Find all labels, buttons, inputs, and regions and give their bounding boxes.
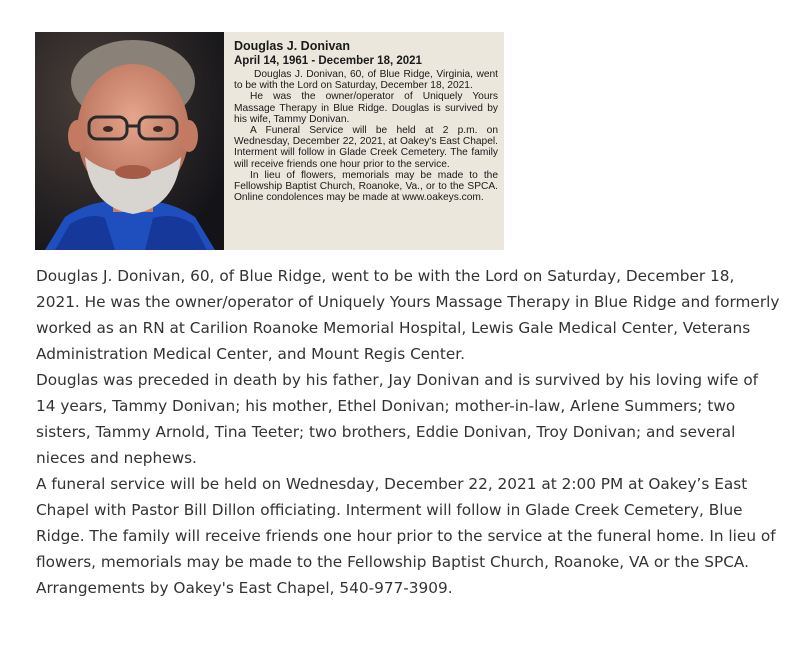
clipping-paragraph: A Funeral Service will be held at 2 p.m. on Wednesday, December 22, 2021, at Oakey's East Chapel. Interment will follow in Glade Creek Cemetery. The family will receive friends one hour prior to the service.: [234, 125, 498, 170]
clipping-paragraph: He was the owner/operator of Uniquely Yours Massage Therapy in Blue Ridge. Douglas is survived by his wife, Tammy Donivan.: [234, 91, 498, 125]
obituary-paragraph: A funeral service will be held on Wednesday, December 22, 2021 at 2:00 PM at Oakey’s East Chapel with Pastor Bill Dillon officiating. Interment will follow in Glade Creek Cemetery, Blue Ridge. The family will receive friends one hour prior to the service at the funeral home. In lieu of flowers, memorials may be made to the Fellowship Baptist Church, Roanoke, VA or the SPCA.: [36, 475, 776, 571]
obituary-text: [36, 263, 781, 601]
clipping-name: Douglas J. Donivan: [234, 39, 350, 53]
portrait-photo: [35, 32, 224, 250]
clipping-paragraph: Douglas J. Donivan, 60, of Blue Ridge, Virginia, went to be with the Lord on Saturday, December 18, 2021.: [234, 69, 498, 92]
portrait-illustration: [35, 32, 224, 250]
clipping-paragraph: In lieu of flowers, memorials may be made to the Fellowship Baptist Church, Roanoke, Va., or to the SPCA. Online condolences may be made at www.oakeys.com.: [234, 169, 498, 204]
obituary-paragraph: Douglas was preceded in death by his father, Jay Donivan and is survived by his loving wife of 14 years, Tammy Donivan; his mother, Ethel Donivan; mother-in-law, Arlene Summers; two sisters, Tammy Arnold, Tina Teeter; two brothers, Eddie Donivan, Troy Donivan; and several nieces and nephews.: [36, 371, 759, 467]
obituary-paragraph: Douglas J. Donivan, 60, of Blue Ridge, went to be with the Lord on Saturday, December 18, 2021. He was the owner/operator of Uniquely Yours Massage Therapy in Blue Ridge and formerly worked as an RN at Carilion Roanoke Memorial Hospital, Lewis Gale Medical Center, Veterans Administration Medical Center, and Mount Regis Center.: [36, 267, 780, 363]
newspaper-clipping: [224, 32, 504, 250]
obituary-paragraph: Arrangements by Oakey's East Chapel, 540-977-3909.: [36, 579, 453, 597]
clipping-dates: April 14, 1961 - December 18, 2021: [234, 55, 422, 67]
